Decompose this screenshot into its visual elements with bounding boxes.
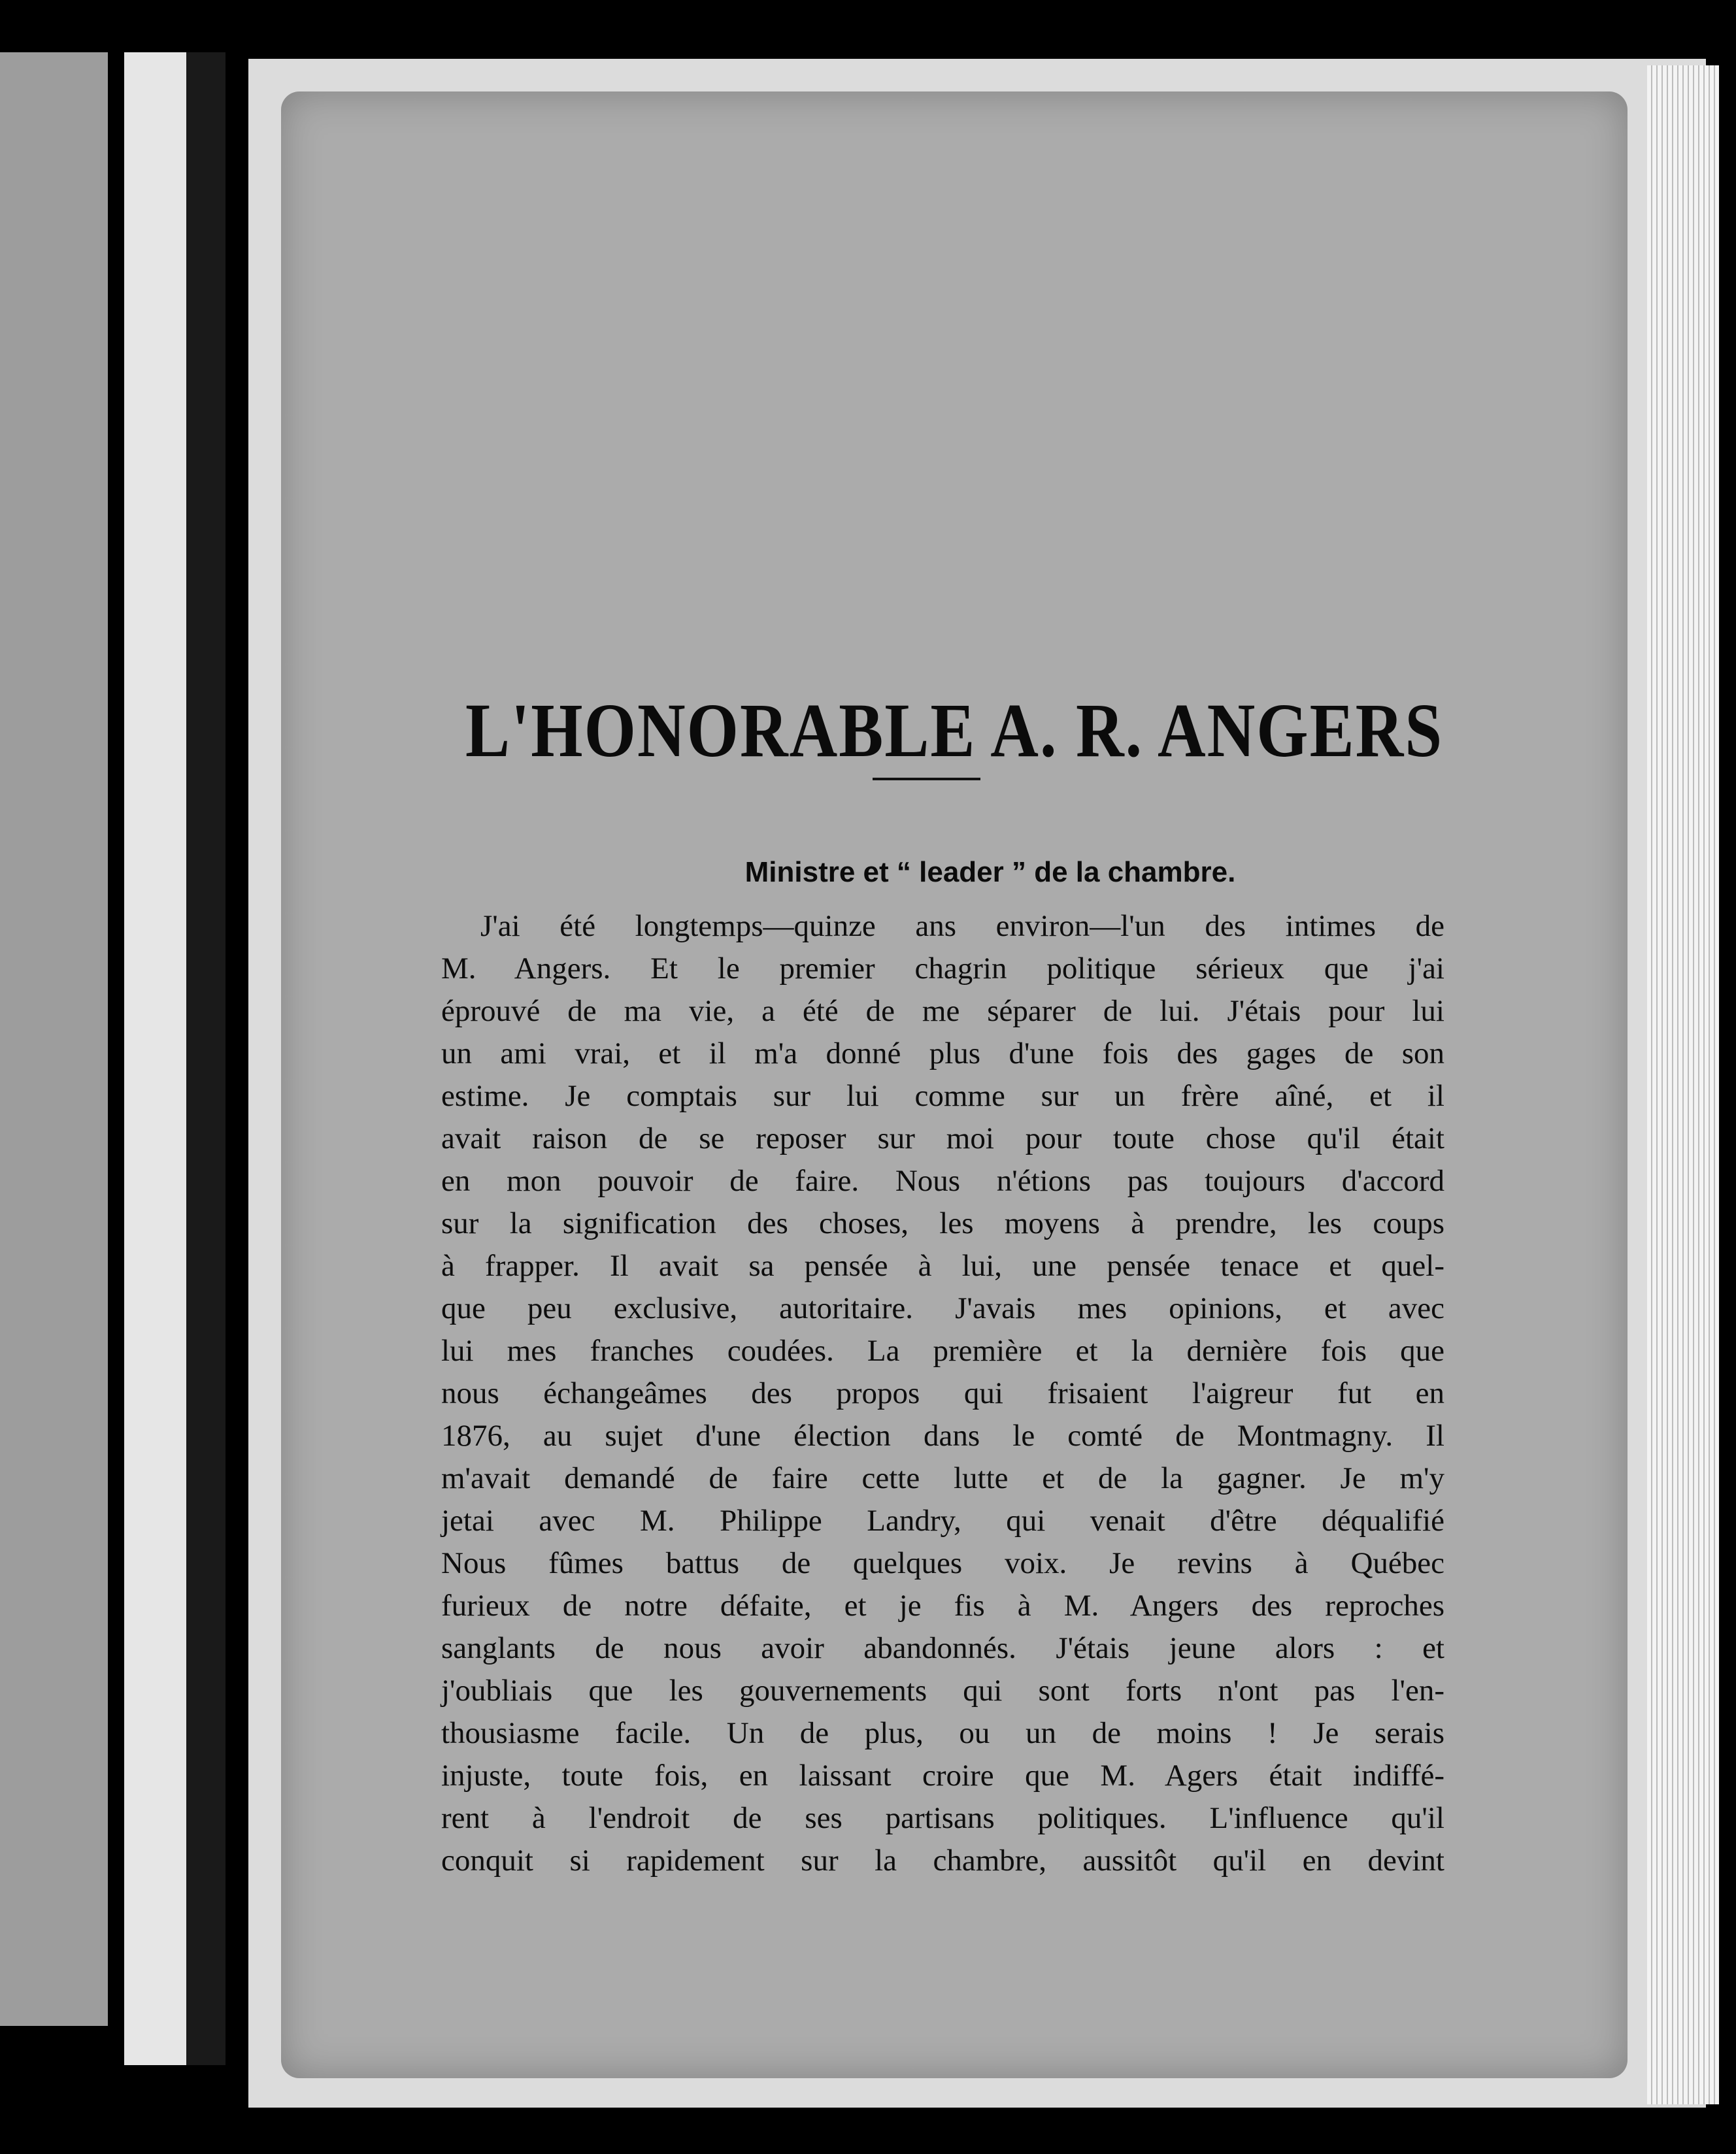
text-line: sanglants de nous avoir abandonnés. J'étais jeune alors : et <box>441 1631 1444 1665</box>
page-title: L'HONORABLE A. R. ANGERS <box>465 688 1444 774</box>
text-line: rent à l'endroit de ses partisans politiques. L'influence qu'il <box>441 1801 1444 1835</box>
text-line: à frapper. Il avait sa pensée à lui, une pensée tenace et quel- <box>441 1249 1444 1283</box>
text-line: un ami vrai, et il m'a donné plus d'une fois des gages de son <box>441 1036 1444 1070</box>
page-block-edges <box>1647 65 1719 2104</box>
text-line: que peu exclusive, autoritaire. J'avais mes opinions, et avec <box>441 1291 1444 1325</box>
binding-edge <box>124 52 186 2065</box>
text-line: injuste, toute fois, en laissant croire que M. Agers était indiffé- <box>441 1759 1444 1793</box>
text-line: M. Angers. Et le premier chagrin politique sérieux que j'ai <box>441 952 1444 986</box>
text-line: furieux de notre défaite, et je fis à M. Angers des reproches <box>441 1589 1444 1623</box>
body-text <box>441 905 1444 1882</box>
text-line: conquit si rapidement sur la chambre, aussitôt qu'il en devint <box>441 1844 1444 1878</box>
text-line: avait raison de se reposer sur moi pour toute chose qu'il était <box>441 1121 1444 1155</box>
binding-shadow <box>186 52 225 2065</box>
section-subtitle: Ministre et “ leader ” de la chambre. <box>744 856 1236 888</box>
text-line: estime. Je comptais sur lui comme sur un frère aîné, et il <box>441 1079 1444 1113</box>
text-line: thousiasme facile. Un de plus, ou un de moins ! Je serais <box>441 1716 1444 1750</box>
text-line: Nous fûmes battus de quelques voix. Je revins à Québec <box>441 1546 1444 1580</box>
text-line: éprouvé de ma vie, a été de me séparer de lui. J'étais pour lui <box>441 994 1444 1028</box>
text-line: sur la signification des choses, les moyens à prendre, les coups <box>441 1206 1444 1240</box>
text-line: nous échangeâmes des propos qui frisaient l'aigreur fut en <box>441 1376 1444 1410</box>
book-page <box>281 91 1628 2078</box>
text-line: jetai avec M. Philippe Landry, qui venait d'être déqualifié <box>441 1504 1444 1538</box>
text-line: lui mes franches coudées. La première et la dernière fois que <box>441 1334 1444 1368</box>
text-line: J'ai été longtemps—quinze ans environ—l'un des intimes de <box>480 909 1444 943</box>
text-line: en mon pouvoir de faire. Nous n'étions pas toujours d'accord <box>441 1164 1444 1198</box>
title-divider <box>873 778 980 780</box>
text-line: m'avait demandé de faire cette lutte et de la gagner. Je m'y <box>441 1461 1444 1495</box>
previous-page-edge <box>0 52 108 2026</box>
text-line: j'oubliais que les gouvernements qui sont forts n'ont pas l'en- <box>441 1674 1444 1708</box>
text-line: 1876, au sujet d'une élection dans le comté de Montmagny. Il <box>441 1419 1444 1453</box>
